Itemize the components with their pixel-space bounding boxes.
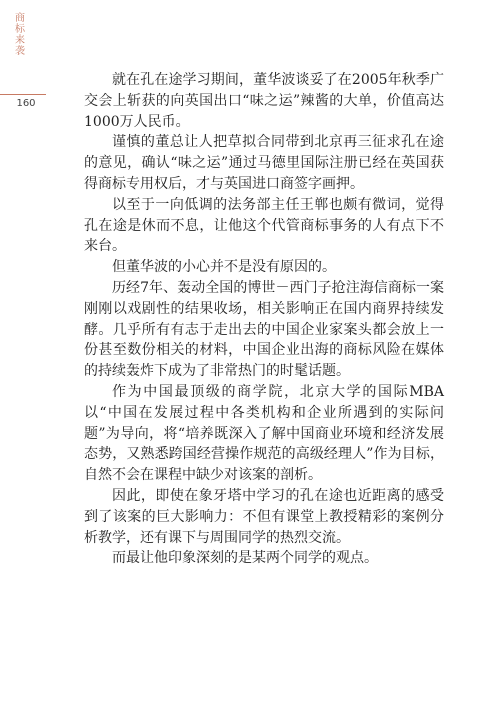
paragraph: 但董华波的小心并不是没有原因的。	[112, 259, 336, 276]
paragraph: 作为中国最顶级的商学院，北京大学的国际MBA以“中国在发展过程中各类机构和企业所遇到的实际问题”为导向，将“培养既深入了解中国商业环境和经济发展态势，又熟悉跨国经营操作规范的高级经理人”作为目标，自然不会在课程中缺少对该案的剖析。	[84, 383, 444, 484]
running-header-rule	[0, 94, 46, 95]
paragraph: 谨慎的董总让人把草拟合同带到北京再三征求孔在途的意见，确认“味之运”通过马德里国际注册已经在英国获得商标专用权后，才与英国进口商签字画押。	[84, 134, 444, 192]
paragraph: 因此，即使在象牙塔中学习的孔在途也近距离的感受到了该案的巨大影响力：不但有课堂上教授精彩的案例分析教学，还有课下与周围同学的热烈交流。	[84, 487, 444, 546]
running-header-tab	[2, 12, 34, 100]
running-header-title: 商标来袭	[12, 12, 24, 56]
body-text	[84, 70, 444, 569]
page-number: 160	[16, 98, 36, 109]
paragraph: 以至于一向低调的法务部主任王郸也颇有微词，觉得孔在途是休而不息，让他这个代管商标事务的人有点下不来台。	[84, 196, 444, 255]
paragraph: 历经7年、轰动全国的博世－西门子抢注海信商标一案刚刚以戏剧性的结果收场，相关影响正在国内商界持续发酵。几乎所有有志于走出去的中国企业家案头都会放上一份甚至数份相关的材料，中国企业出海的商标风险在媒体的持续轰炸下成为了非常热门的时髦话题。	[84, 279, 444, 380]
paragraph: 就在孔在途学习期间，董华波谈妥了在2005年秋季广交会上斩获的向英国出口“味之运”辣酱的大单，价值高达1000万人民币。	[84, 72, 444, 130]
paragraph: 而最让他印象深刻的是某两个同学的观点。	[112, 550, 378, 567]
